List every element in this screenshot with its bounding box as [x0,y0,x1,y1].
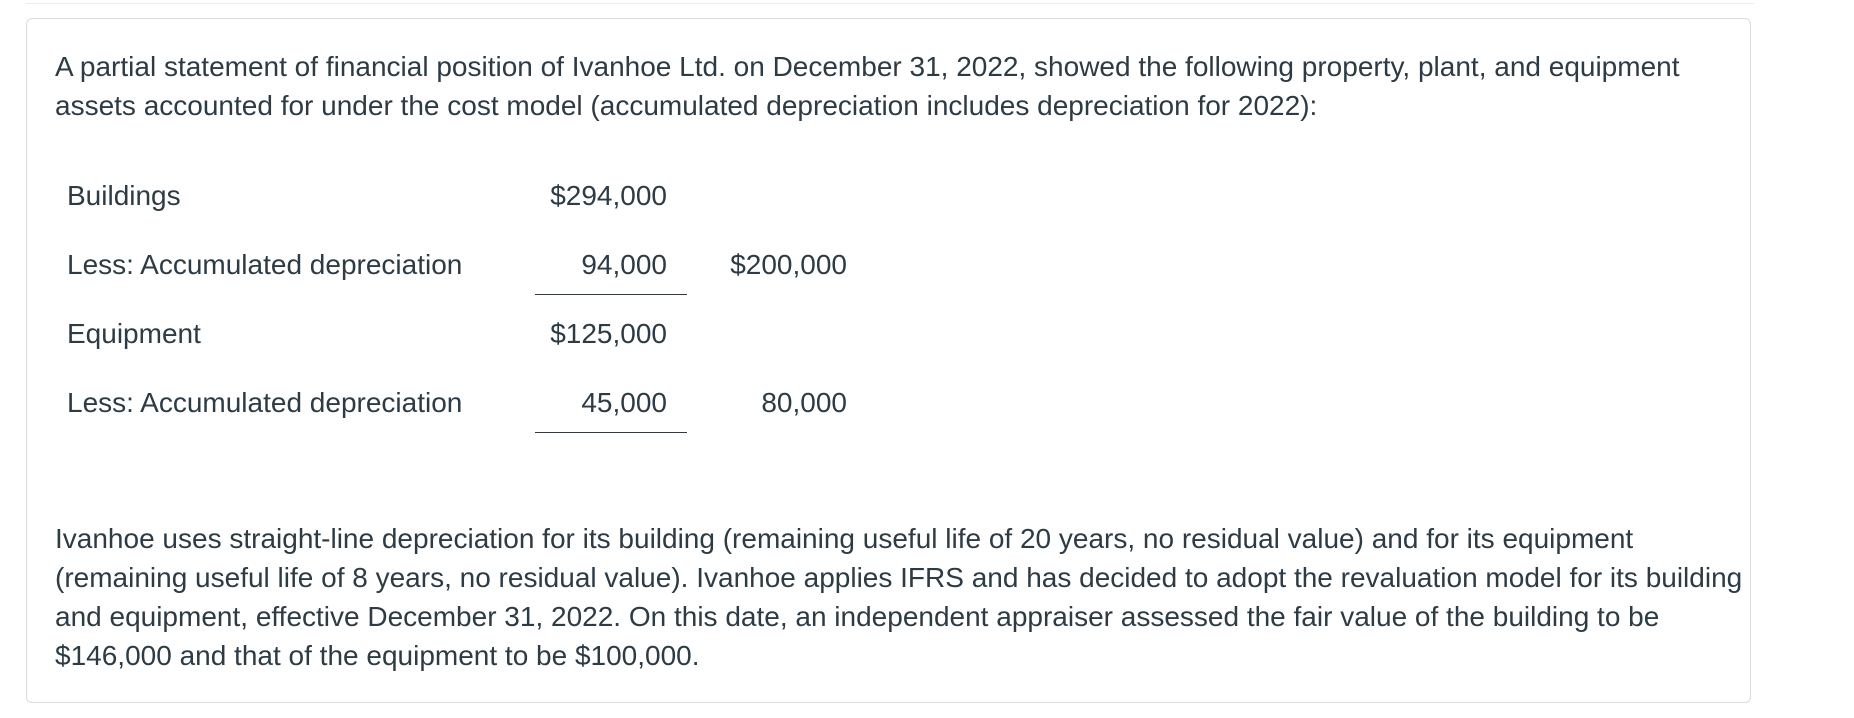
ledger-row-label: Less: Accumulated depreciation [67,387,463,418]
ledger-row-label: Less: Accumulated depreciation [67,249,463,280]
ppe-ledger-table [67,174,847,474]
intro-paragraph: A partial statement of financial position of Ivanhoe Ltd. on December 31, 2022, showed the following property, plant, and equipment assets accounted for under the cost model (accumulated depreciation includes depreciation for 2022): [55,51,1680,121]
subtotal-underline [535,294,687,295]
ledger-row-amount: $125,000 [550,318,667,349]
ledger-row-label: Buildings [67,180,181,211]
ledger-row-amount: $294,000 [550,180,667,211]
ledger-row-equipment [67,312,787,356]
ledger-row-equipment-accum-dep [67,381,847,425]
question-card [26,18,1751,703]
ledger-row-label: Equipment [67,318,201,349]
subtotal-underline [535,432,687,433]
body-paragraph: Ivanhoe uses straight-line depreciation for its building (remaining useful life of 20 years, no residual value) and for its equipment (remaining useful life of 8 years, no residual value). Ivanhoe applies IFRS and has decided to adopt the revaluation model for its building and equipment, effective December 31, 2022. On this date, an independent appraiser assessed the fair value of the building to be $146,000 and that of the equipment to be $100,000. [55,523,1743,671]
ledger-row-amount: 45,000 [581,387,667,418]
ledger-row-amount: 94,000 [581,249,667,280]
ledger-row-buildings-accum-dep [67,243,847,287]
top-divider [26,3,1754,4]
ledger-row-buildings [67,174,787,218]
ledger-row-net: $200,000 [730,249,847,280]
ledger-row-net: 80,000 [761,387,847,418]
